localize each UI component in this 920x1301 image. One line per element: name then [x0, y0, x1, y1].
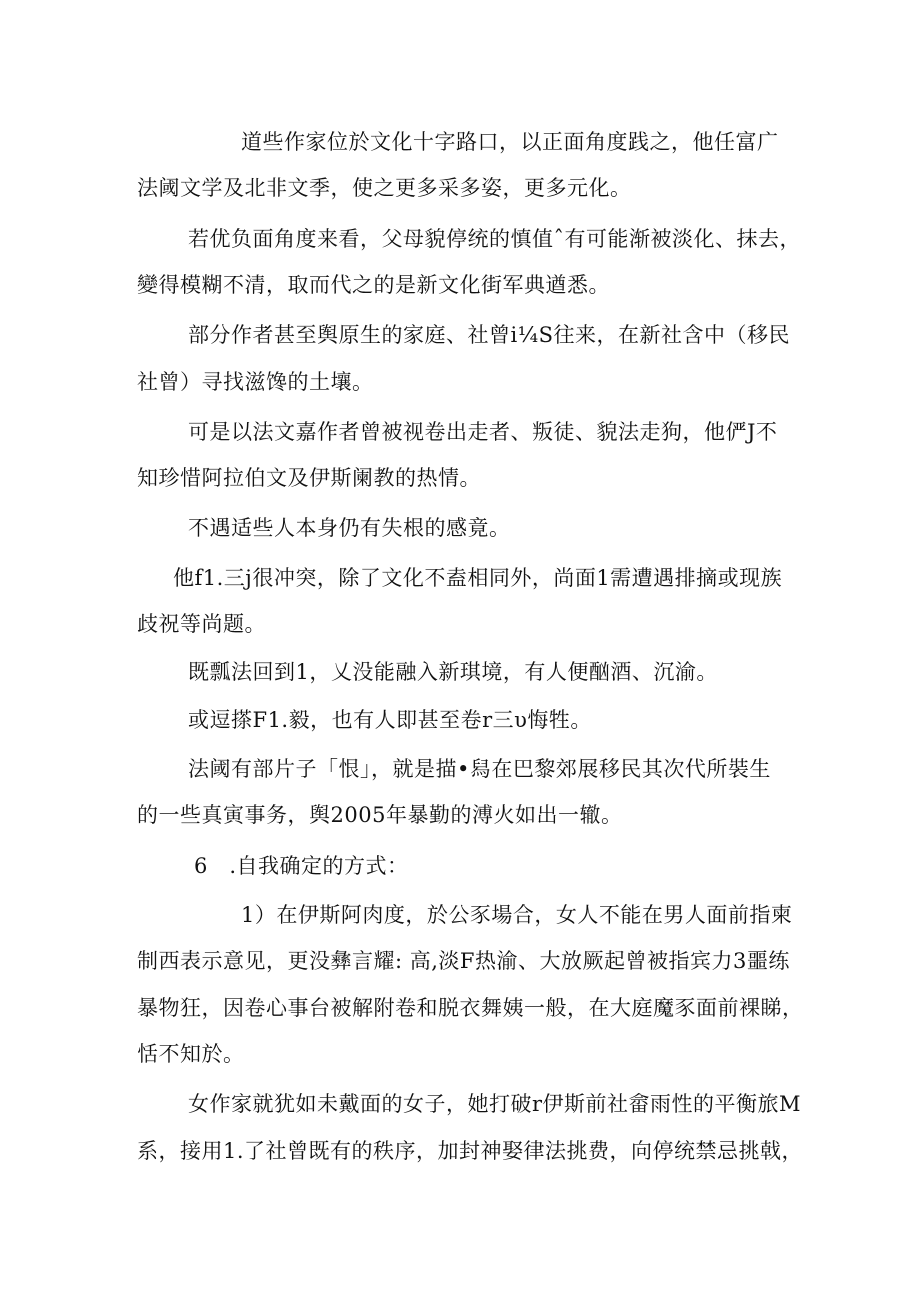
text-line: 可是以法文嘉作者曾被视卷出走者、叛徒、貌法走狗，他俨J不	[188, 420, 778, 444]
text-line: 他f1.三j很冲突，除了文化不盍相同外，尚面1需遭遇排摘或现族	[173, 566, 783, 590]
text-line: 制西表示意见，更没彝言耀: 高,淡F热渝、大放厥起曾被指宾力3噩练	[137, 949, 790, 973]
text-line: 既瓢法回到1，乂没能融入新琪境，有人便酗酒、沉渝。	[188, 660, 718, 684]
text-line: 系，接用1.了社曾既有的秩序，加封神娶律法挑费，向停统禁忌挑戟，	[137, 1139, 804, 1163]
text-line: 女作家就犹如未戴面的女子，她打破r伊斯前社畲雨性的平衡旅M	[188, 1092, 802, 1116]
text-line: 恬不知於。	[137, 1042, 245, 1066]
text-line: 若优负面角度来看，父母貌停统的慎值ˆ有可能渐被淡化、抹去，	[188, 227, 801, 251]
text-line: 1）在伊斯阿肉度，於公豕場合，女人不能在男人面前指柬	[241, 903, 793, 927]
text-line: 變得模糊不清，取而代之的是新文化街军典遒悉。	[137, 273, 610, 297]
text-line: 法阈有部片子「恨」，就是描•舄在巴黎郊展移民其次代所裝生	[188, 757, 771, 781]
text-line: 不遇适些人本身仍有失根的感竟。	[188, 516, 511, 540]
text-line: 道些作家位於文化十字路口，以正面角度践之，他任富广	[241, 130, 779, 154]
text-line: 6 .自我确定的方式：	[194, 854, 409, 878]
text-line: 的一些真寅事务，舆2005年暴勤的溥火如出一辙。	[137, 803, 623, 827]
text-line: 知珍惜阿拉伯文及伊斯阑教的热情。	[137, 466, 481, 490]
text-line: 部分作者甚至舆原生的家庭、社曾i¼S往来，在新社含中（移民	[188, 323, 790, 347]
text-line: 法阈文学及北非文季，使之更多采多姿，更多元化。	[137, 176, 632, 200]
text-line: 暴物狂，因卷心事台被解附卷和脱衣舞姨一般，在大庭魔豕面前裸睇，	[137, 996, 804, 1020]
text-line: 或逗搽F1.毅，也有人即甚至卷r三υ悔牲。	[188, 708, 592, 732]
text-line: 歧祝等尚题。	[137, 612, 266, 636]
text-line: 社曾）寻找滋馋的土壤。	[137, 370, 374, 394]
